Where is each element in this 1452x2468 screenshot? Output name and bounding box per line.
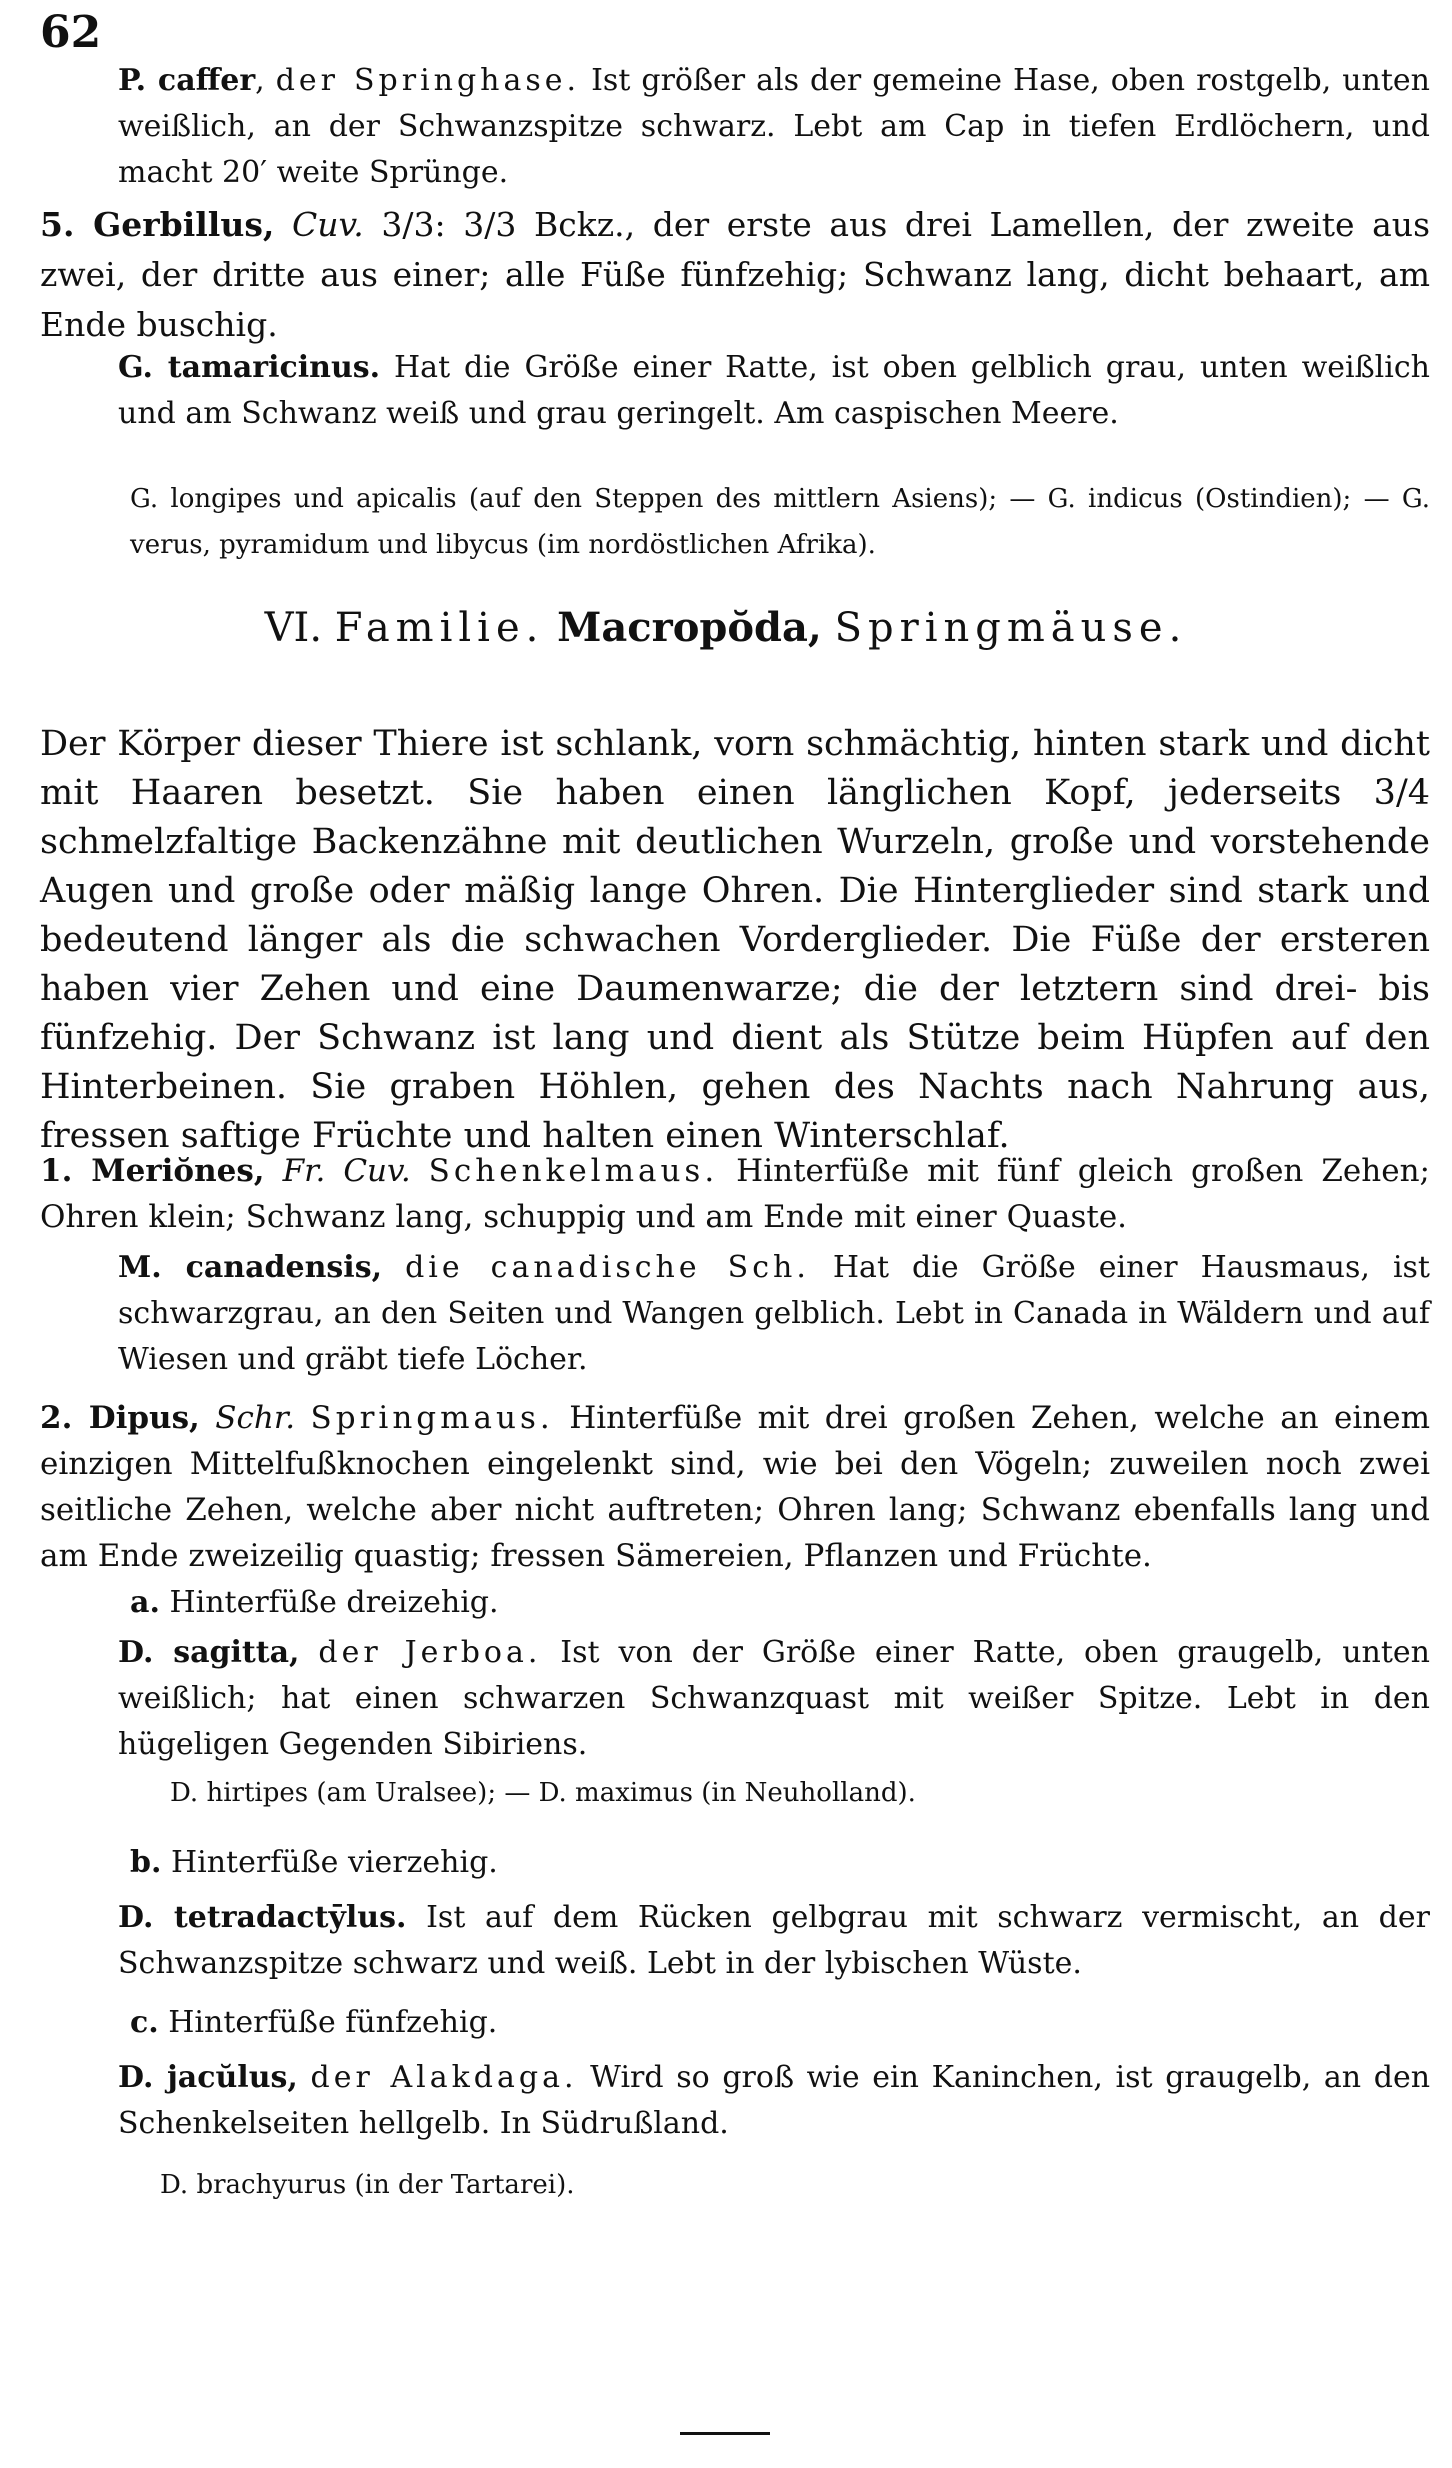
family-heading	[40, 600, 1412, 656]
genus-author: Cuv.	[292, 205, 364, 244]
entry-g-tamaricinus	[118, 345, 1430, 437]
genus-common-name: Schenkelmaus.	[428, 1153, 719, 1189]
entry-text: Wird so groß wie ein Kaninchen, ist graugelb, an den Schenkelseiten hellgelb. In Südrußland.	[118, 2060, 1431, 2141]
subgroup-b	[130, 1840, 1430, 1886]
species-name: P. caffer	[118, 63, 256, 98]
subgroup-text: Hinterfüße fünfzehig.	[168, 2005, 498, 2040]
entry-text: Ist größer als der gemeine Hase, oben rostgelb, unten weißlich, an der Schwanzspitze schwarz. Lebt am Cap in tiefen Erdlöchern, und macht 20′ weite Sprünge.	[118, 63, 1430, 190]
genus-text: 3/3: 3/3 Bckz., der erste aus drei Lamellen, der zweite aus zwei, der dritte aus einer; alle Füße fünfzehig; Schwanz lang, dicht behaart, am Ende buschig.	[40, 205, 1430, 344]
family-label: Familie.	[334, 605, 545, 651]
genus-name: 1. Meriŏnes,	[40, 1153, 265, 1189]
common-name: der Alakdaga.	[310, 2060, 578, 2095]
common-name: der Springhase.	[275, 63, 581, 98]
family-title: Macropŏda,	[557, 604, 822, 651]
species-name: D. tetradactȳlus.	[118, 1900, 407, 1935]
genus-author: Schr.	[215, 1400, 296, 1436]
entry-p-caffer: P. caffer, der Springhase. Ist größer als der gemeine Hase, oben rostgelb, unten weißlich, an der Schwanzspitze schwarz. Lebt am Cap in tiefen Erdlöchern, und macht 20′ weite Sprünge.	[118, 63, 1430, 190]
subgroup-text: Hinterfüße dreizehig.	[169, 1585, 499, 1620]
genus-meriones	[40, 1148, 1430, 1240]
subgroup-letter: a.	[130, 1585, 160, 1620]
genus-text: Hinterfüße mit fünf gleich großen Zehen; Ohren klein; Schwanz lang, schuppig und am Ende mit einer Quaste.	[40, 1153, 1430, 1235]
entry-d-sagitta	[118, 1630, 1430, 1768]
entry-d-jaculus	[118, 2055, 1430, 2147]
page-number: 62	[40, 7, 102, 58]
common-name: die canadische Sch.	[405, 1250, 810, 1285]
genus-text: Hinterfüße mit drei großen Zehen, welche an einem einzigen Mittelfußknochen eingelenkt sind, wie bei den Vögeln; zuweilen noch zwei seitliche Zehen, welche aber nicht auftreten; Ohren lang; Schwanz ebenfalls lang und am Ende zweizeilig quastig; fressen Sämereien, Pflanzen und Früchte.	[40, 1400, 1431, 1574]
subgroup-letter: c.	[130, 2005, 159, 2040]
species-name: M. canadensis,	[118, 1250, 383, 1285]
genus-name: 2. Dipus,	[40, 1400, 200, 1436]
gerbillus-species-list: G. longipes und apicalis (auf den Steppen des mittlern Asiens); — G. indicus (Ostindien); — G. verus, pyramidum und libycus (im nordöstlichen Afrika).	[130, 484, 1430, 560]
family-common-name: Springmäuse.	[834, 605, 1188, 651]
entry-text: Hat die Größe einer Ratte, ist oben gelblich grau, unten weißlich und am Schwanz weiß und grau geringelt. Am caspischen Meere.	[118, 350, 1430, 431]
family-description: Der Körper dieser Thiere ist schlank, vorn schmächtig, hinten stark und dicht mit Haaren besetzt. Sie haben einen länglichen Kopf, jederseits 3/4 schmelzfaltige Backenzähne mit deutlichen Wurzeln, große und vorstehende Augen und große oder mäßig lange Ohren. Die Hinterglieder sind stark und bedeutend länger als die schwachen Vorderglieder. Die Füße der ersteren haben vier Zehen und eine Daumenwarze; die der letztern sind drei- bis fünfzehig. Der Schwanz ist lang und dient als Stütze beim Hüpfen auf den Hinterbeinen. Sie graben Höhlen, gehen des Nachts nach Nahrung aus, fressen saftige Früchte und halten einen Winterschlaf.	[40, 724, 1430, 1156]
entry-m-canadensis	[118, 1245, 1430, 1383]
entry-d-tetradactylus	[118, 1895, 1430, 1987]
dipus-species-list: D. hirtipes (am Uralsee); — D. maximus (in Neuholland).	[170, 1778, 916, 1808]
species-name: D. jacŭlus,	[118, 2060, 298, 2095]
entry-text: Ist von der Größe einer Ratte, oben graugelb, unten weißlich; hat einen schwarzen Schwanzquast mit weißer Spitze. Lebt in den hügeligen Gegenden Sibiriens.	[118, 1635, 1430, 1762]
subgroup-text: Hinterfüße vierzehig.	[170, 1845, 498, 1880]
genus-name: 5. Gerbillus,	[40, 205, 275, 244]
subgroup-letter: b.	[130, 1845, 162, 1880]
family-number: VI.	[264, 605, 323, 651]
subgroup-a	[130, 1580, 1430, 1626]
subgroup-c	[130, 2000, 1430, 2046]
genus-gerbillus	[40, 200, 1430, 350]
species-name: G. tamaricinus.	[118, 350, 381, 385]
entry-text: Ist auf dem Rücken gelbgrau mit schwarz vermischt, an der Schwanzspitze schwarz und weiß. Lebt in der lybischen Wüste.	[118, 1900, 1430, 1981]
species-name: D. sagitta,	[118, 1635, 300, 1670]
genus-common-name: Springmaus.	[310, 1400, 554, 1436]
genus-author: Fr. Cuv.	[282, 1153, 411, 1189]
jaculus-species-list: D. brachyurus (in der Tartarei).	[160, 2170, 575, 2200]
common-name: der Jerboa.	[318, 1635, 542, 1670]
genus-dipus	[40, 1395, 1430, 1579]
entry-text: Hat die Größe einer Hausmaus, ist schwarzgrau, an den Seiten und Wangen gelblich. Lebt in Canada in Wäldern und auf Wiesen und gräbt tiefe Löcher.	[118, 1250, 1430, 1377]
end-rule	[680, 2432, 770, 2435]
